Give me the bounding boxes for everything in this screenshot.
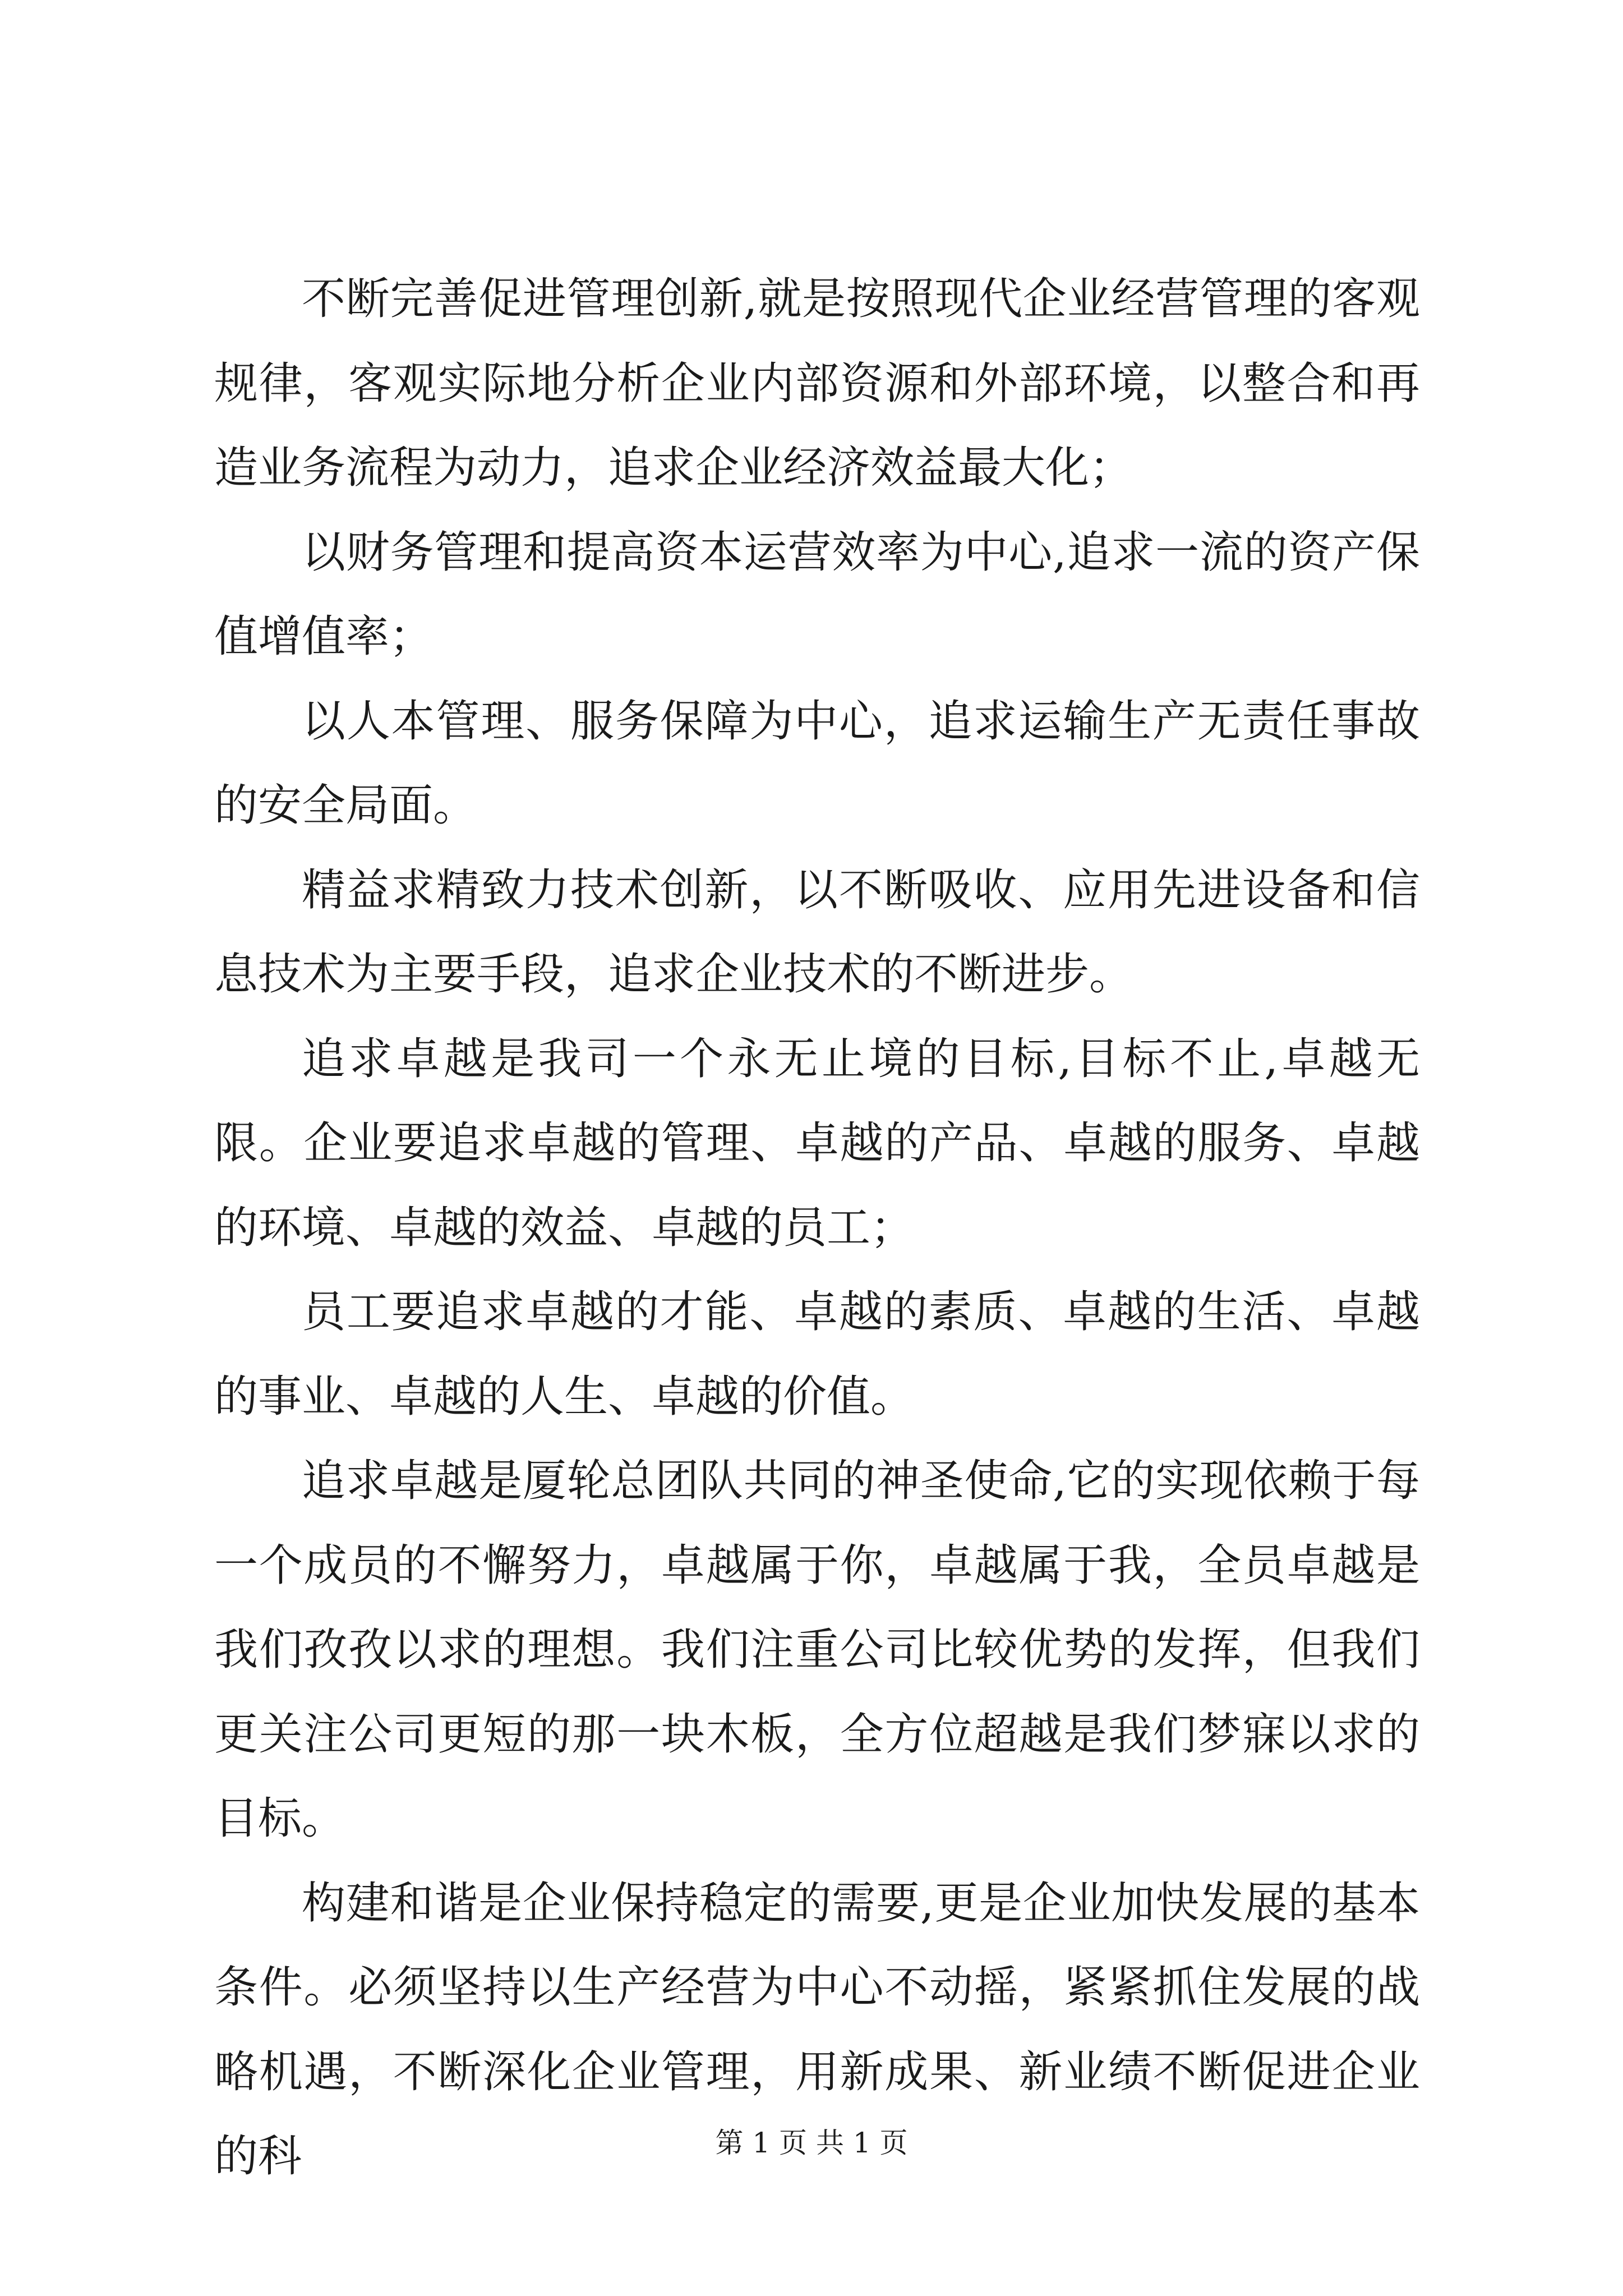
- paragraph-8: 构建和谐是企业保持稳定的需要,更是企业加快发展的基本条件。必须坚持以生产经营为中心不动摇，紧紧抓住发展的战略机遇，不断深化企业管理，用新成果、新业绩不断促进企业的科: [214, 1878, 1420, 2182]
- paragraph-7: 追求卓越是厦轮总团队共同的神圣使命,它的实现依赖于每一个成员的不懈努力，卓越属于你，卓越属于我，全员卓越是我们孜孜以求的理想。我们注重公司比较优势的发挥，但我们更关注公司更短的那一块木板，全方位超越是我们梦寐以求的目标。: [214, 1456, 1420, 1844]
- paragraph-3: 以人本管理、服务保障为中心，追求运输生产无责任事故的安全局面。: [214, 696, 1420, 831]
- document-body: [214, 257, 1420, 2199]
- paragraph-1: 不断完善促进管理创新,就是按照现代企业经营管理的客观规律，客观实际地分析企业内部资源和外部环境，以整合和再造业务流程为动力，追求企业经济效益最大化；: [214, 274, 1420, 493]
- page-footer: 第 1 页 共 1 页: [715, 2127, 908, 2159]
- paragraph-2: 以财务管理和提高资本运营效率为中心,追求一流的资产保值增值率；: [214, 527, 1420, 662]
- paragraph-5: 追求卓越是我司一个永无止境的目标,目标不止,卓越无限。企业要追求卓越的管理、卓越的产品、卓越的服务、卓越的环境、卓越的效益、卓越的员工；: [214, 1033, 1420, 1253]
- paragraph-6: 员工要追求卓越的才能、卓越的素质、卓越的生活、卓越的事业、卓越的人生、卓越的价值。: [214, 1287, 1420, 1422]
- paragraph-4: 精益求精致力技术创新，以不断吸收、应用先进设备和信息技术为主要手段，追求企业技术的不断进步。: [214, 864, 1420, 1000]
